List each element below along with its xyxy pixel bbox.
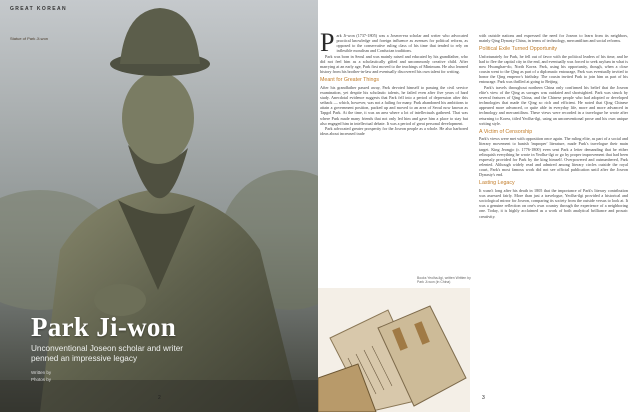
body-paragraph: with outside nations and expressed the need for Joseon to learn from its neighbors, mainly Qing Dynasty China, in terms of technology, mercantilism and social reforms.	[479, 33, 628, 44]
byline	[31, 370, 51, 383]
byline-writer: Written by	[31, 370, 52, 375]
photo-credit: Statue of Park Ji-won	[10, 36, 49, 41]
body-paragraph: After his grandfather passed away, Park devoted himself to passing the civil service examination, yet despite his scholastic talents, he failed even after five years of hard study. Anecdotal evidence suggests that Park fell into a period of depression after this setback — which, however, was not a failing for many. Park abandoned his ambitions to attain a government position, packed up and moved to an area of Seoul now known as Tapgol Park. At the time, it was an area where a lot of intellectuals gathered. That was where Park made many friends that not only led him and gave him a place to stay but also engaged him in intellectual debate. It was a period of great personal development.	[320, 84, 468, 126]
books-caption: Books Yeolha-ilgi, written Written by Park Ji-won (in China)	[417, 276, 471, 285]
intro-text: ark Ji-won (1737-1805) was a Joseon-era scholar and writer who advocated practical knowledge and foreign influence as avenues for political reform, as opposed to the conservative ruling class of his time that tended to rely on inflexible moralism and Confucian traditions.	[336, 33, 468, 54]
dropcap: P	[320, 28, 335, 57]
section-heading-censorship: A Victim of Censorship	[479, 128, 533, 135]
body-paragraph: Park's views were met with opposition once again. The ruling elite, as part of a social and literary movement to banish 'improper' literature, made Park's travelogue their main target. King Jeongjo (r. 1776-1800) even sent Park a letter demanding that he either relinquish everything he wrote in Yeolha-ilgi or go by proper improvement that had been expressly provided for Park by the king himself. Overpowered and outnumbered, Park relented. Although widely read and admired among literary circles outside the royal court, Park's most famous work did not see official publication until after the Joseon Dynasty's end.	[479, 136, 628, 178]
section-heading-political-exile: Political Exile Turned Opportunity	[479, 46, 558, 53]
body-paragraph: Park was born in Seoul and was mainly raised and educated by his grandfather, who did not feel him as a scholastically gifted and uncommonly creative child. After marrying at an early age, Park first moved to the teachings of Minimum. He also learned history from his brother-in-law and eventually discovered his own talent for writing.	[320, 53, 468, 75]
article-subtitle: Unconventional Joseon scholar and writer penned an impressive legacy	[31, 344, 184, 363]
article-column-2	[479, 33, 628, 219]
body-paragraph: Park advocated greater prosperity for the Joseon people as a whole. He also harbored ideas about increased trade	[320, 125, 468, 136]
books-photo	[318, 288, 470, 412]
magazine-brand: GREAT KOREAN	[10, 6, 67, 12]
section-heading-legacy: Lasting Legacy	[479, 180, 515, 187]
section-heading-greater-things: Meant for Greater Things	[320, 77, 380, 84]
body-paragraph: It wasn't long after his death in 1805 that the importance of Park's literary contribution was assessed fairly. More than just a travelogue, Yeolha-ilgi provided a historical and sociological mirror for Joseon, comparing its society from the outside versus to look at. It was a genuine reflection on one's own country through the experience of a neighboring one. Today, it is highly acclaimed as a work of both analytical brilliance and prosaic creativity.	[479, 187, 628, 219]
statue-photo	[0, 0, 318, 412]
page-number-left: 2	[158, 395, 161, 401]
intro-paragraph	[320, 28, 468, 57]
body-paragraph: Park's travels throughout northern China only confirmed his belief that the Joseon elite's view of the Qing as savages was outdated and shortsighted. Park was struck by several features of Qing China, and the Chinese people who had adopted or developed technologies that made the Qing so rich and efficient. He noted that Qing Chinese appeared more advanced, or quite able in everyday life, more and more advanced in technology and mercantilism. These views were recorded in a travelogue he wrote after returning to Korea, titled Yeolha-ilgi, using an unconventional prose and his own unique writing style.	[479, 84, 628, 126]
article-column-1	[320, 28, 468, 136]
page-number-right: 3	[482, 395, 485, 401]
article-title: Park Ji-won	[31, 312, 177, 342]
body-paragraph: Unfortunately for Park, he fell out of favor with the political leaders of his time, and he had to flee the capital city in the end, and eventually was forced to seek asylum in what is now Hwanghae-do, North Korea. Park, using his opportunity, though, when a close cousin went to the Qing as part of a diplomatic entourage, Park was eventually invited to honor the Qing emperor's birthday. The cousin invited Park to join him as part of his entourage. Park was thrilled at going to Beijing.	[479, 53, 628, 85]
byline-photos: Photos by	[31, 376, 52, 382]
